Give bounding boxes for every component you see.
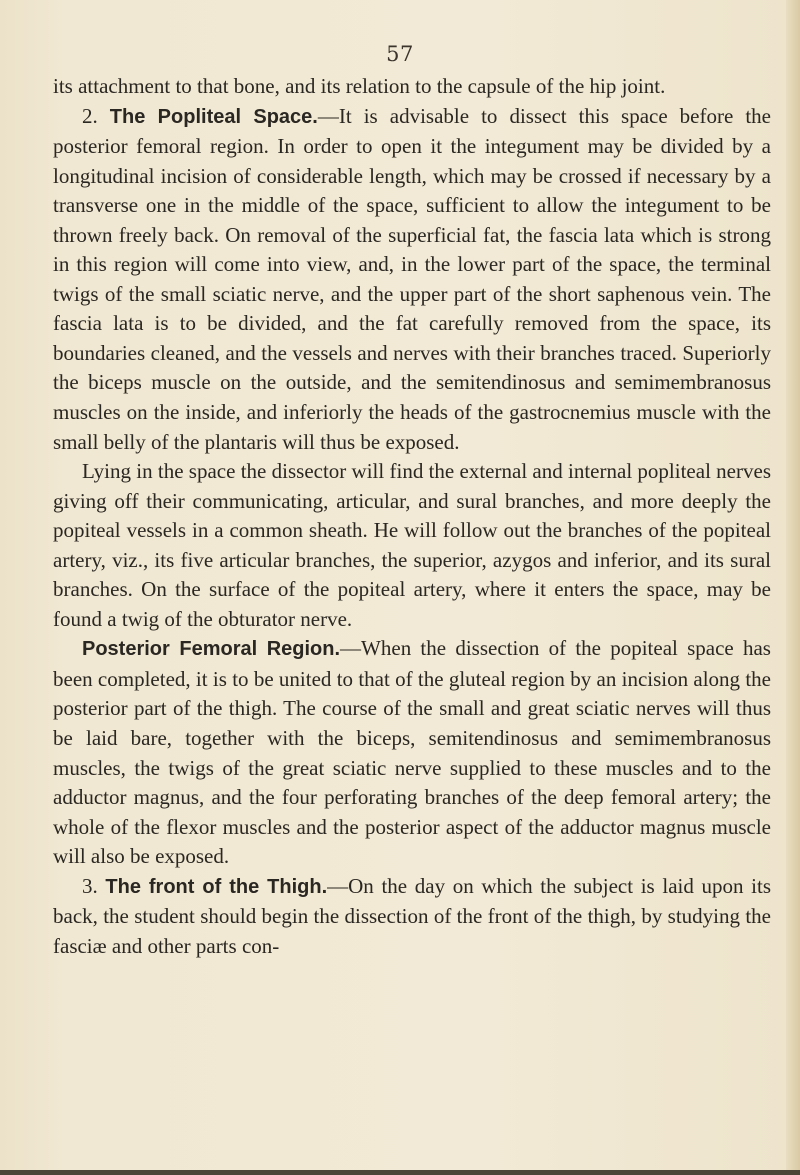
paragraph-text: its attachment to that bone, and its relation to the capsule of the hip joint. [53,74,666,98]
paragraph [53,634,771,871]
page-edge-shadow [786,0,800,1175]
section-heading: The front of the Thigh. [105,875,328,898]
section-number: 3. [82,873,98,898]
paragraph [53,102,771,458]
paragraph-text: —On the day on which the subject is laid upon its back, the student should begin the dissection of the front of the thigh, by studying the fasciæ and other parts con- [53,873,771,958]
paragraph-text: —When the dissection of the popiteal space has been completed, it is to be united to that of the gluteal region by an incision along the posterior part of the thigh. The course of the small and great sciatic nerves will thus be laid bare, together with the biceps, semitendinosus and semimembranosus muscles, the twigs of the great sciatic nerve supplied to these muscles and to the adductor magnus, and the four perforating branches of the deep femoral artery; the whole of the flexor muscles and the posterior aspect of the adductor magnus muscle will also be exposed. [53,636,771,869]
paragraph-text: —It is advisable to dissect this space before the posterior femoral region. In order to open it the integument may be divided by a longitudinal incision of considerable length, which may be crossed if necessary by a transverse one in the middle of the space, sufficient to allow the integument to be thrown freely back. On removal of the superficial fat, the fascia lata which is strong in this region will come into view, and, in the lower part of the space, the terminal twigs of the small sciatic nerve, and the upper part of the short saphenous vein. The fascia lata is to be divided, and the fat carefully removed from the space, its boundaries cleaned, and the vessels and nerves with their branches traced. Superiorly the biceps muscle on the outside, and the semitendinosus and semimembranosus muscles on the inside, and inferiorly the heads of the gastrocnemius muscle with the small belly of the plantaris will thus be exposed. [53,103,771,454]
paragraph [53,72,771,102]
paragraph [53,457,771,634]
body-text [53,72,771,961]
section-heading: Posterior Femoral Region. [82,638,341,661]
paragraph-text: Lying in the space the dissector will find the external and internal popliteal nerves giving off their communicating, articular, and sural branches, and more deeply the popiteal vessels in a common sheath. He will follow out the branches of the popiteal artery, viz., its five articular branches, the superior, azygos and inferior, and its sural branches. On the surface of the popiteal artery, where it enters the space, may be found a twig of the obturator nerve. [53,459,771,631]
section-number: 2. [82,103,98,128]
page-number: 57 [386,42,414,66]
paragraph [53,872,771,962]
section-heading: The Popliteal Space. [109,105,318,128]
page-bottom-edge [0,1170,800,1175]
